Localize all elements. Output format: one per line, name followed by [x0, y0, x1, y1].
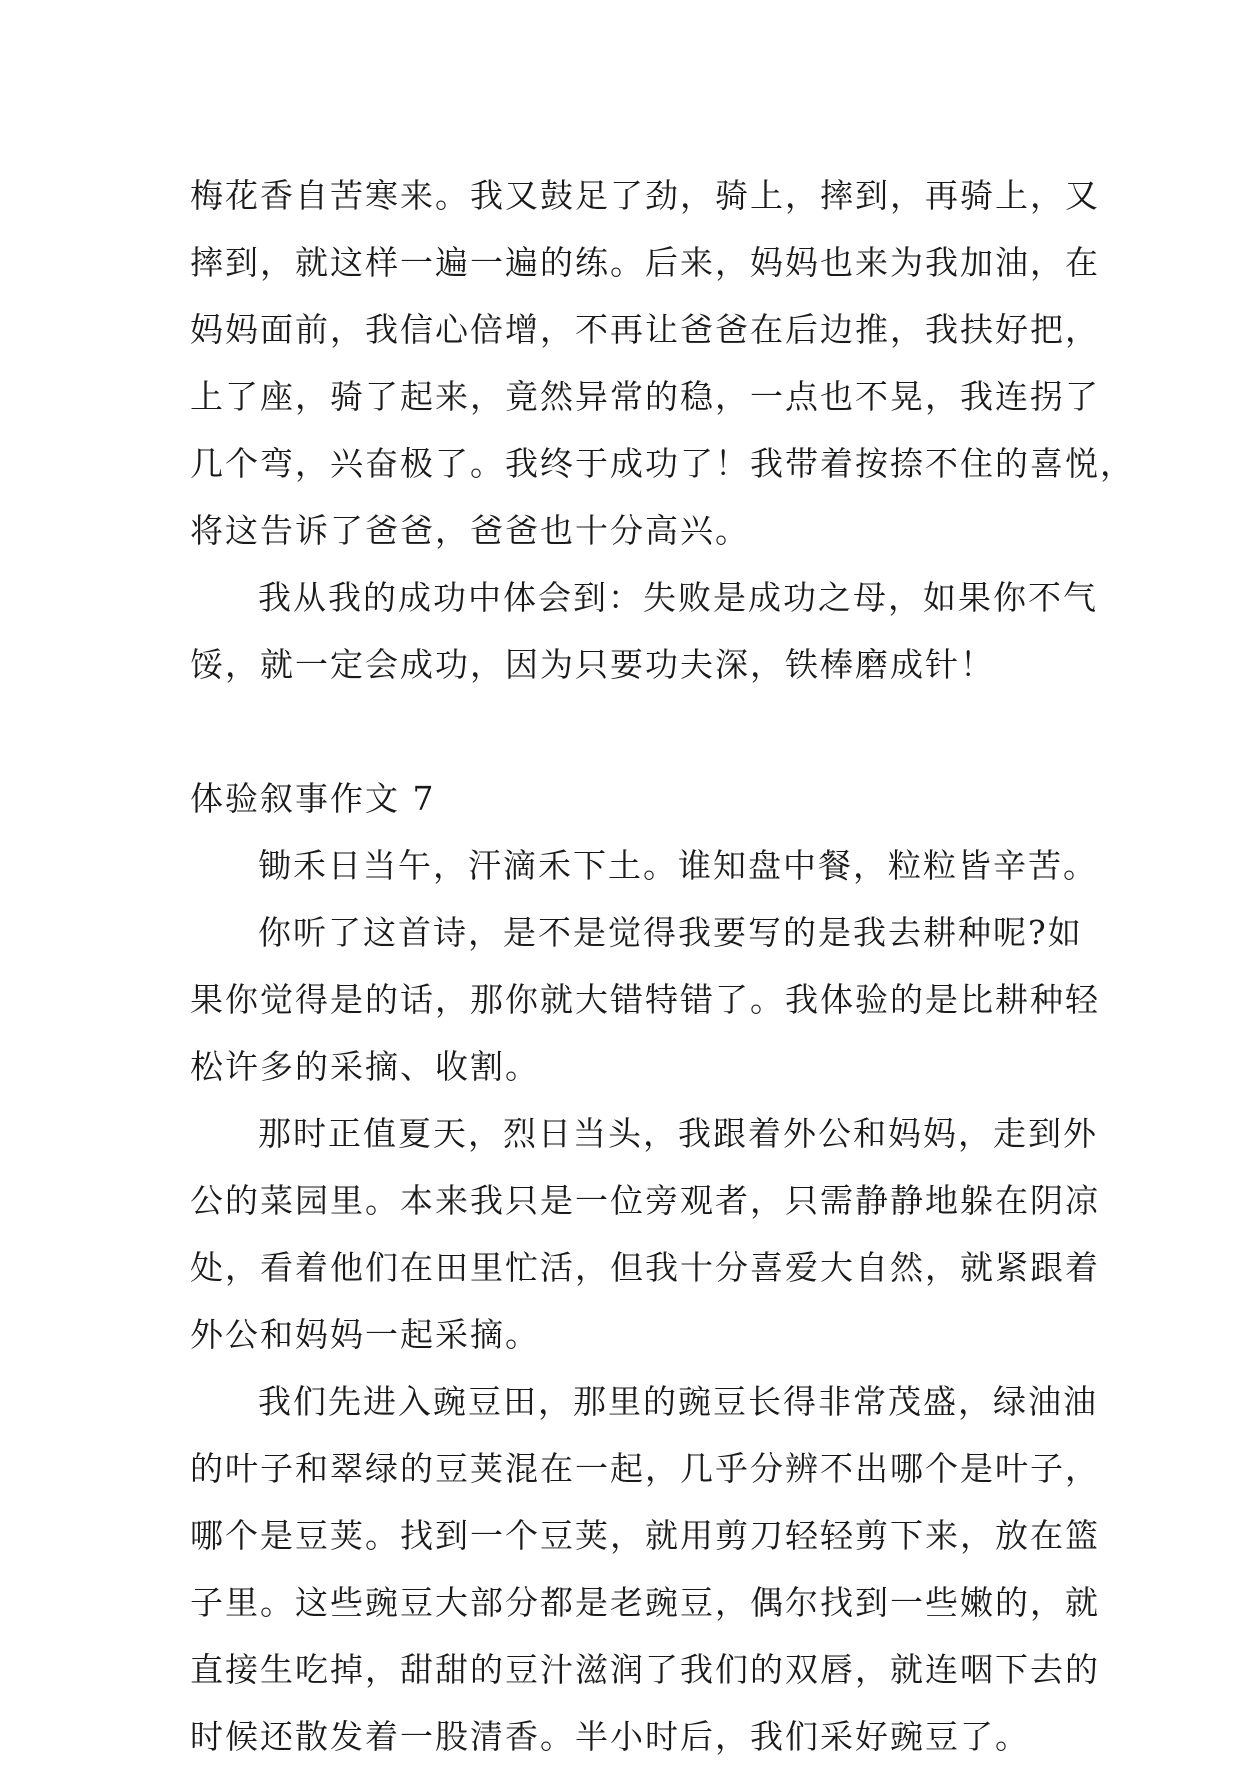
text-line: 处，看着他们在田里忙活，但我十分喜爱大自然，就紧跟着: [190, 1248, 1100, 1287]
text-line: 我们先进入豌豆田，那里的豌豆长得非常茂盛，绿油油: [258, 1382, 1098, 1421]
poem: [190, 832, 1098, 899]
text-line: 子里。这些豌豆大部分都是老豌豆，偶尔找到一些嫩的，就: [190, 1583, 1100, 1622]
text-line: 梅花香自苦寒来。我又鼓足了劲，骑上，摔到，再骑上，又: [190, 176, 1100, 215]
text-line: 你听了这首诗，是不是觉得我要写的是我去耕种呢?如: [258, 913, 1083, 952]
text-line: 馁，就一定会成功，因为只要功夫深，铁棒磨成针！: [190, 645, 995, 684]
text-line: 公的菜园里。本来我只是一位旁观者，只需静静地躲在阴凉: [190, 1181, 1100, 1220]
text-line: 那时正值夏天，烈日当头，我跟着外公和妈妈，走到外: [258, 1114, 1098, 1153]
text-line: 时候还散发着一股清香。半小时后，我们采好豌豆了。: [190, 1717, 1030, 1756]
text-line: 妈妈面前，我信心倍增，不再让爸爸在后边推，我扶好把，: [190, 310, 1100, 349]
text-line: 果你觉得是的话，那你就大错特错了。我体验的是比耕种轻: [190, 980, 1100, 1019]
section-gap: [190, 698, 1070, 765]
text-line: 外公和妈妈一起采摘。: [190, 1315, 540, 1354]
section-title: 体验叙事作文 7: [190, 779, 436, 818]
text-line: 松许多的采摘、收割。: [190, 1047, 540, 1086]
document-body: [190, 162, 1135, 1770]
text-line: 我从我的成功中体会到：失败是成功之母，如果你不气: [258, 578, 1098, 617]
text-line: 直接生吃掉，甜甜的豆汁滋润了我们的双唇，就连咽下去的: [190, 1650, 1100, 1689]
text-line: 的叶子和翠绿的豆荚混在一起，几乎分辨不出哪个是叶子，: [190, 1449, 1100, 1488]
paragraph: [190, 564, 1098, 698]
text-line: 几个弯，兴奋极了。我终于成功了！我带着按捺不住的喜悦，: [190, 444, 1135, 483]
text-line: 锄禾日当午，汗滴禾下土。谁知盘中餐，粒粒皆辛苦。: [258, 846, 1098, 885]
paragraph: [190, 1100, 1100, 1368]
text-line: 将这告诉了爸爸，爸爸也十分高兴。: [190, 511, 750, 550]
text-line: 哪个是豆荚。找到一个豆荚，就用剪刀轻轻剪下来，放在篮: [190, 1516, 1100, 1555]
text-line: 摔到，就这样一遍一遍的练。后来，妈妈也来为我加油，在: [190, 243, 1100, 282]
paragraph: [190, 162, 1135, 564]
paragraph: [190, 899, 1100, 1100]
paragraph: [190, 1368, 1100, 1770]
text-line: 上了座，骑了起来，竟然异常的稳，一点也不晃，我连拐了: [190, 377, 1100, 416]
